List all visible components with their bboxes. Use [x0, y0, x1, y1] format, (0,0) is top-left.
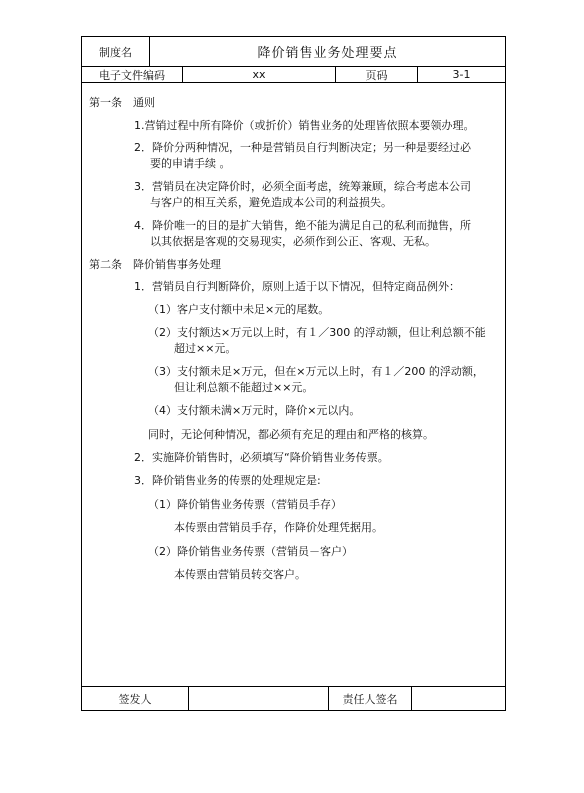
- document-title-text: 降价销售业务处理要点: [257, 46, 398, 61]
- s2-sub2-line1: （2）支付额达×万元以上时，有１／300 的浮动额，但让利总额不能: [148, 326, 486, 339]
- s2-item2: 2．实施降价销售时，必须填写“降价销售业务传票。: [134, 451, 389, 464]
- header-row-title: [82, 37, 505, 67]
- label-issuer-text: 签发人: [118, 692, 152, 706]
- s2-ticket2: （2）降价销售业务传票（营销员－客户）: [148, 545, 353, 558]
- s2-sub3-line1: （3）支付额未足×万元，但在×万元以上时，有１／200 的浮动额，: [148, 365, 484, 378]
- label-system-name-text: 制度名: [99, 45, 132, 59]
- label-file-code-text: 电子文件编码: [99, 68, 165, 82]
- s1-item3-line2: 与客户的相互关系，避免造成本公司的利益损失。: [150, 196, 392, 209]
- document-form: [81, 36, 506, 711]
- s2-item1: 1．营销员自行判断降价，原则上适于以下情况，但特定商品例外：: [134, 280, 460, 293]
- section1-title: 第一条 通则: [89, 96, 155, 109]
- issuer-signature-field[interactable]: [188, 687, 328, 710]
- s2-ticket1-desc: 本传票由营销员手存，作降价处理凭据用。: [174, 521, 383, 534]
- s2-sub3-line2: 但让利总额不能超过××元。: [174, 381, 314, 394]
- s1-item4-line2: 以其依据是客观的交易现实，必须作到公正、客观、无私。: [150, 235, 436, 248]
- label-page-text: 页码: [365, 68, 388, 82]
- s2-sub2-line2: 超过××元。: [174, 342, 237, 355]
- label-page: [335, 67, 417, 82]
- document-body: [82, 89, 505, 687]
- label-responsible-text: 责任人签名: [342, 692, 398, 706]
- file-code-value: [182, 67, 335, 82]
- signature-row: [82, 686, 505, 710]
- s2-sub1: （1）客户支付额中未足×元的尾数。: [148, 303, 330, 316]
- page-value-text: 3-1: [452, 68, 471, 81]
- page-value: [417, 67, 505, 82]
- label-responsible: [328, 687, 411, 710]
- header-row-meta: [82, 67, 505, 83]
- label-file-code: [82, 67, 182, 82]
- file-code-value-text: xx: [252, 68, 266, 81]
- s2-ticket1: （1）降价销售业务传票（营销员手存）: [148, 498, 342, 511]
- s1-item4-line1: 4．降价唯一的目的是扩大销售，绝不能为满足自己的私利而抛售，所: [134, 219, 471, 232]
- s2-ticket2-desc: 本传票由营销员转交客户。: [174, 568, 306, 581]
- section2-title: 第二条 降价销售事务处理: [89, 258, 221, 271]
- s1-item3-line1: 3．营销员在决定降价时，必须全面考虑，统筹兼顾，综合考虑本公司: [134, 180, 471, 193]
- s1-item1: 1.营销过程中所有降价（或折价）销售业务的处理皆依照本要领办理。: [134, 119, 475, 132]
- s2-note: 同时，无论何种情况，都必须有充足的理由和严格的核算。: [148, 428, 434, 441]
- responsible-signature-field[interactable]: [411, 687, 505, 710]
- s2-item3: 3．降价销售业务的传票的处理规定是:: [134, 474, 321, 487]
- s1-item2-line1: 2．降价分两种情况，一种是营销员自行判断决定；另一种是要经过必: [134, 141, 471, 154]
- label-system-name: [82, 37, 149, 66]
- document-title: [149, 37, 505, 66]
- s2-sub4: （4）支付额未满×万元时，降价×元以内。: [148, 404, 361, 417]
- label-issuer: [82, 687, 188, 710]
- s1-item2-line2: 要的申请手续 。: [150, 157, 231, 170]
